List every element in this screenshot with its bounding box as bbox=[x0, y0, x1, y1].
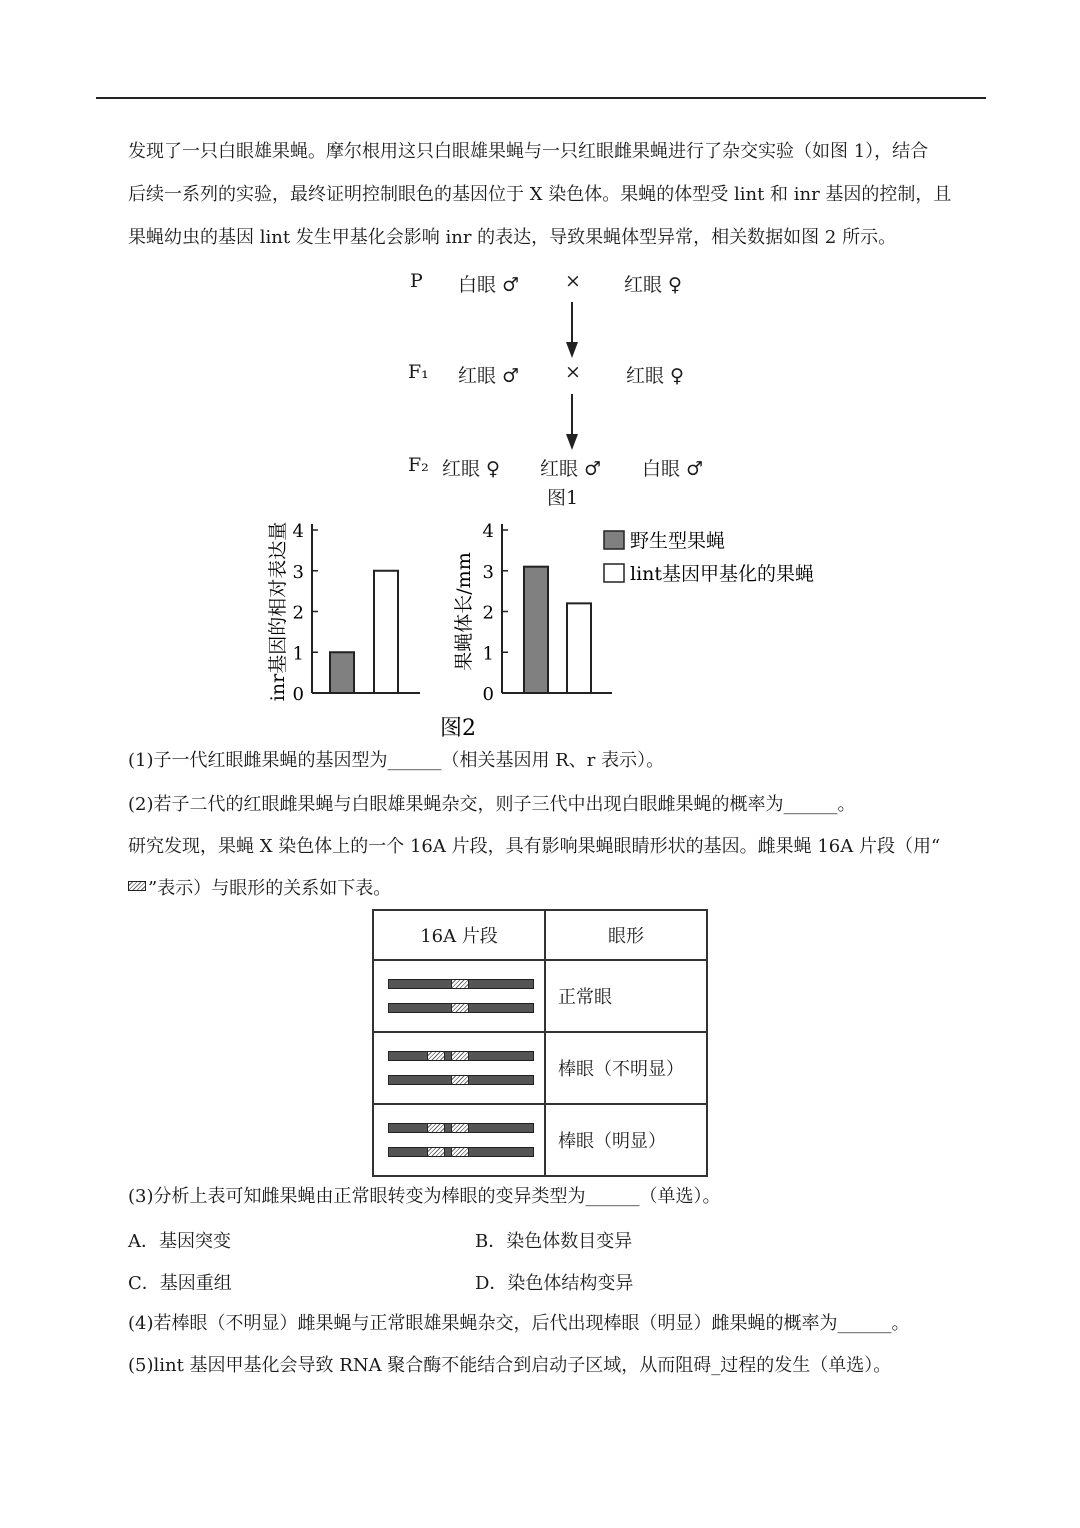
chromosome-bar bbox=[388, 1075, 534, 1085]
y-tick-label: 2 bbox=[482, 602, 494, 624]
legend-label: lint基因甲基化的果蝇 bbox=[630, 563, 815, 585]
segment-16a bbox=[427, 1051, 445, 1061]
y-tick-label: 0 bbox=[292, 684, 304, 705]
legend-label: 野生型果蝇 bbox=[630, 530, 726, 552]
question-3: (3)分析上表可知雌果蝇由正常眼转变为棒眼的变异类型为______（单选）。 bbox=[128, 1186, 721, 1207]
table-header-segment: 16A 片段 bbox=[373, 910, 545, 960]
intro-line-2: 后续一系列的实验，最终证明控制眼色的基因位于 X 染色体。果蝇的体型受 lint 和 inr 基因的控制，且 bbox=[128, 184, 952, 205]
y-tick-label: 3 bbox=[482, 561, 494, 583]
segment-16a bbox=[451, 1051, 469, 1061]
segment-16a bbox=[451, 1147, 469, 1157]
eye-shape-cell: 棒眼（不明显） bbox=[545, 1032, 707, 1104]
legend-swatch bbox=[604, 564, 624, 582]
segment-16a bbox=[427, 1123, 445, 1133]
figure-2-caption: 图2 bbox=[440, 716, 476, 741]
chromosome-pair-cell bbox=[373, 960, 545, 1032]
chromosome-pair-cell bbox=[373, 1104, 545, 1176]
option-a: A．基因突变 bbox=[128, 1231, 231, 1252]
y-axis-label: inr基因的相对表达量 bbox=[267, 521, 289, 702]
bar-methylated bbox=[567, 603, 591, 693]
y-axis-label: 果蝇体长/mm bbox=[453, 552, 475, 671]
f1-red-male: 红眼 ♂ bbox=[458, 365, 520, 387]
table-header-row bbox=[373, 910, 707, 960]
p-generation-label: P bbox=[410, 270, 423, 292]
eye-shape-cell: 棒眼（明显） bbox=[545, 1104, 707, 1176]
segment-legend-icon bbox=[128, 881, 146, 891]
p-white-male: 白眼 ♂ bbox=[458, 274, 520, 296]
figure-2-charts bbox=[262, 515, 862, 745]
header-rule bbox=[96, 97, 986, 99]
segment-16a bbox=[427, 1147, 445, 1157]
chromosome-bar bbox=[388, 1123, 534, 1133]
f2-red-male: 红眼 ♂ bbox=[540, 458, 602, 480]
figure-1-cross-diagram bbox=[400, 262, 704, 512]
bar-wild-type bbox=[524, 567, 548, 693]
chart-body-length bbox=[453, 521, 612, 705]
segment-16a bbox=[451, 1003, 469, 1013]
y-tick-label: 1 bbox=[292, 643, 304, 665]
question-2: (2)若子二代的红眼雌果蝇与白眼雄果蝇杂交，则子三代中出现白眼雌果蝇的概率为______。 bbox=[128, 794, 856, 815]
table-row bbox=[373, 960, 707, 1032]
p-red-female: 红眼 ♀ bbox=[624, 274, 682, 296]
y-tick-label: 4 bbox=[292, 521, 304, 542]
y-tick-label: 1 bbox=[482, 643, 494, 665]
question-5: (5)lint 基因甲基化会导致 RNA 聚合酶不能结合到启动子区域，从而阻碍_过程的发生（单选）。 bbox=[128, 1355, 892, 1376]
research-text-1: 研究发现，果蝇 X 染色体上的一个 16A 片段，具有影响果蝇眼睛形状的基因。雌果蝇 16A 片段（用“ bbox=[128, 836, 941, 857]
option-d: D．染色体结构变异 bbox=[475, 1273, 634, 1294]
chromosome-bar bbox=[388, 1147, 534, 1157]
intro-line-3: 果蝇幼虫的基因 lint 发生甲基化会影响 inr 的表达，导致果蝇体型异常，相关数据如图 2 所示。 bbox=[128, 227, 897, 248]
chromosome-pair-cell bbox=[373, 1032, 545, 1104]
intro-line-1: 发现了一只白眼雄果蝇。摩尔根用这只白眼雄果蝇与一只红眼雌果蝇进行了杂交实验（如图 1），结合 bbox=[128, 141, 929, 162]
y-tick-label: 4 bbox=[482, 521, 494, 542]
figure-1-caption: 图1 bbox=[547, 487, 579, 509]
figure-2-legend bbox=[604, 530, 814, 585]
question-1: (1)子一代红眼雌果蝇的基因型为______（相关基因用 R、r 表示）。 bbox=[128, 750, 665, 771]
chromosome-bar bbox=[388, 1051, 534, 1061]
f1-generation-label: F₁ bbox=[408, 361, 429, 383]
arrow-f1-to-f2 bbox=[571, 394, 573, 438]
y-tick-label: 3 bbox=[292, 561, 304, 583]
arrow-p-to-f1 bbox=[571, 302, 573, 346]
arrowhead-icon bbox=[566, 434, 578, 450]
f2-red-female: 红眼 ♀ bbox=[442, 458, 500, 480]
cross-symbol-f1: × bbox=[565, 361, 581, 383]
question-4: (4)若棒眼（不明显）雌果蝇与正常眼雄果蝇杂交，后代出现棒眼（明显）雌果蝇的概率为______。 bbox=[128, 1313, 910, 1334]
table-row bbox=[373, 1104, 707, 1176]
bar-wild-type bbox=[330, 652, 354, 693]
table-header-eye-shape: 眼形 bbox=[545, 910, 707, 960]
option-c: C．基因重组 bbox=[128, 1273, 232, 1294]
chromosome-bar bbox=[388, 1003, 534, 1013]
arrowhead-icon bbox=[566, 342, 578, 358]
legend-swatch bbox=[604, 531, 624, 549]
segment-16a bbox=[451, 979, 469, 989]
y-tick-label: 2 bbox=[292, 602, 304, 624]
table-row bbox=[373, 1032, 707, 1104]
cross-symbol: × bbox=[565, 270, 581, 292]
f2-white-male: 白眼 ♂ bbox=[642, 458, 704, 480]
chromosome-bar bbox=[388, 979, 534, 989]
f2-generation-label: F₂ bbox=[408, 454, 429, 476]
eye-shape-cell: 正常眼 bbox=[545, 960, 707, 1032]
segment-16a bbox=[451, 1123, 469, 1133]
chart-inr-expression bbox=[267, 521, 420, 705]
segment-16a bbox=[451, 1075, 469, 1085]
research-text-2: ”表示）与眼形的关系如下表。 bbox=[148, 878, 392, 899]
bar-methylated bbox=[374, 571, 398, 693]
option-b: B．染色体数目变异 bbox=[475, 1231, 633, 1252]
y-tick-label: 0 bbox=[482, 684, 494, 705]
segment-eye-table bbox=[372, 909, 708, 1177]
f1-red-female: 红眼 ♀ bbox=[626, 365, 684, 387]
